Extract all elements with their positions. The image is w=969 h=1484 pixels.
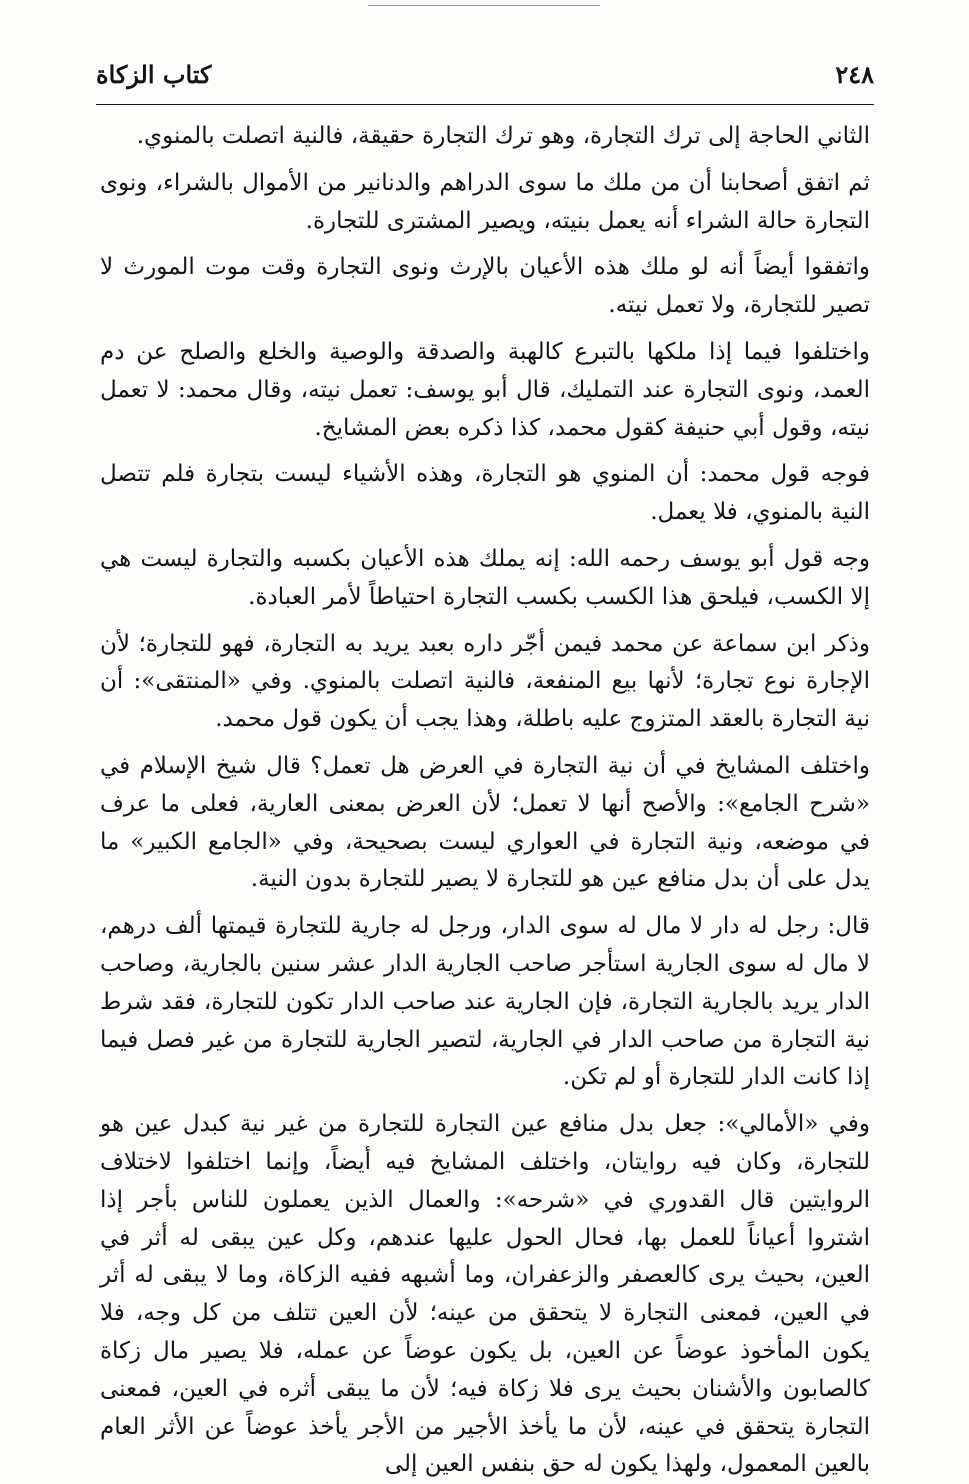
top-decorative-rule — [368, 5, 600, 6]
page-header — [96, 58, 874, 98]
page-body — [100, 118, 870, 1478]
paragraph: واتفقوا أيضاً أنه لو ملك هذه الأعيان بالإرث ونوى التجارة وقت موت المورث لا تصير للتجارة، ولا تعمل نيته. — [100, 254, 870, 319]
paragraph: الثاني الحاجة إلى ترك التجارة، وهو ترك التجارة حقيقة، فالنية اتصلت بالمنوي. — [136, 123, 870, 149]
paragraph: وجه قول أبو يوسف رحمه الله: إنه يملك هذه الأعيان بكسبه والتجارة ليست هي إلا الكسب، فيلحق هذا الكسب بكسب التجارة احتياطاً لأمر العبادة. — [100, 545, 870, 610]
header-divider — [96, 104, 874, 105]
paragraph: واختلف المشايخ في أن نية التجارة في العرض هل تعمل؟ قال شيخ الإسلام في «شرح الجامع»: والأصح أنها لا تعمل؛ لأن العرض بمعنى العارية، فعلى ما عرف في موضعه، ونية التجارة في العواري ليست بصحيحة، وفي «الجامع الكبير» ما يدل على أن بدل منافع عين هو للتجارة لا يصير للتجارة بدون النية. — [100, 752, 870, 893]
paragraph: ثم اتفق أصحابنا أن من ملك ما سوى الدراهم والدنانير من الأموال بالشراء، ونوى التجارة حالة الشراء أنه يعمل بنيته، ويصير المشترى للتجارة. — [100, 169, 870, 234]
paragraph: وفي «الأمالي»: جعل بدل منافع عين التجارة للتجارة من غير نية كبدل عين هو للتجارة، وكان فيه روايتان، واختلف المشايخ فيه أيضاً، وإنما اختلفوا لاختلاف الروايتين قال القدوري في «شرحه»: والعمال الذين يعملون للناس بأجر إذا اشتروا أعياناً للعمل بها، فحال الحول عليها عندهم، وكل عين يبقى له أثر في العين، بحيث يرى كالعصفر والزعفران، وما أشبهه ففيه الزكاة، وما لا يبقى له أثر في العين، فمعنى التجارة لا يتحقق من عينه؛ لأن العين تتلف من كل وجه، فلا يكون المأخوذ عوضاً عن العين، بل يكون عوضاً عن عمله، فلا يصير مال زكاة كالصابون والأشنان بحيث يرى فلا زكاة فيه؛ لأن ما يبقى أثره في العين، فمعنى التجارة يتحقق في عينه، لأن ما يأخذ الأجير من الأجر يأخذ عوضاً عن الأثر العام بالعين المعمول، ولهذا يكون له حق بنفس العين إلى — [100, 1111, 870, 1478]
page-number: ٢٤٨ — [835, 60, 874, 89]
paragraph: وذكر ابن سماعة عن محمد فيمن أجّر داره بعبد يريد به التجارة، فهو للتجارة؛ لأن الإجارة نوع تجارة؛ لأنها بيع المنفعة، فالنية اتصلت بالمنوي. وفي «المنتقى»: أن نية التجارة بالعقد المتزوج عليه باطلة، وهذا يجب أن يكون قول محمد. — [100, 630, 870, 733]
paragraph: فوجه قول محمد: أن المنوي هو التجارة، وهذه الأشياء ليست بتجارة فلم تتصل النية بالمنوي، فلا يعمل. — [100, 461, 870, 526]
paragraph: قال: رجل له دار لا مال له سوى الدار، ورجل له جارية للتجارة قيمتها ألف درهم، لا مال له سوى الجارية استأجر صاحب الجارية الدار عشر سنين بالجارية، وصاحب الدار يريد بالجارية التجارة، فإن الجارية عند صاحب الدار تكون للتجارة، فقد شرط نية التجارة من صاحب الدار في الجارية، لتصير الجارية للتجارة من غير فصل فيما إذا كانت الدار للتجارة أو لم تكن. — [100, 913, 870, 1091]
paragraph: واختلفوا فيما إذا ملكها بالتبرع كالهبة والصدقة والوصية والخلع والصلح عن دم العمد، ونوى التجارة عند التمليك، قال أبو يوسف: تعمل نيته، وقال محمد: لا تعمل نيته، وقول أبي حنيفة كقول محمد، كذا ذكره بعض المشايخ. — [100, 338, 870, 441]
running-title: كتاب الزكاة — [96, 60, 212, 89]
